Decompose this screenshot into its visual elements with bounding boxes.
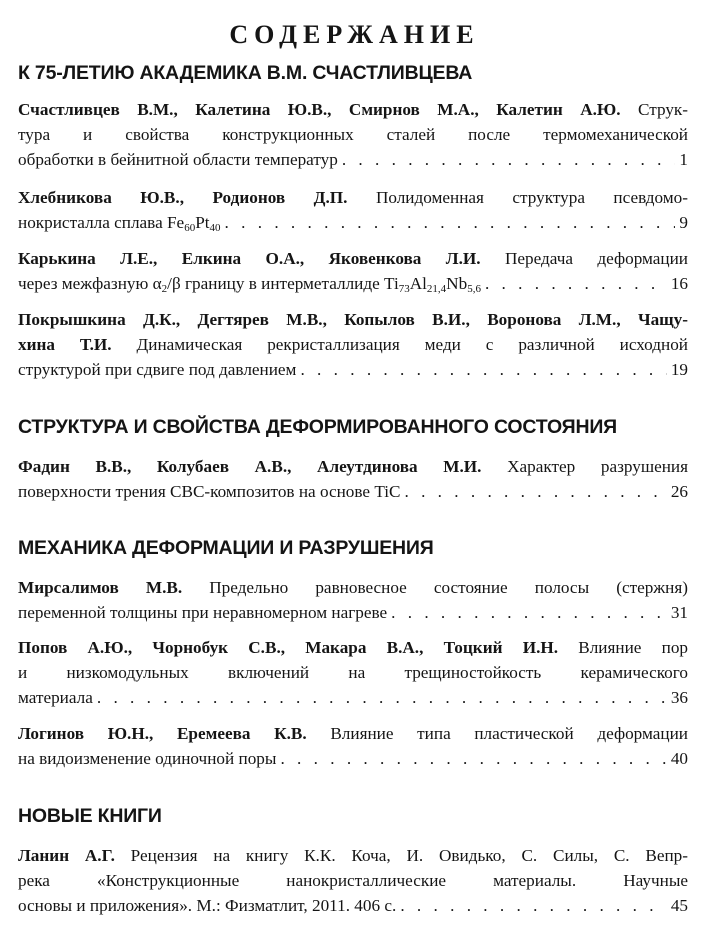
dot-leader [485,271,667,296]
entry-line [18,721,688,746]
page-title: СОДЕРЖАНИЕ [229,20,480,49]
entry-title: Влияние пор [578,638,688,657]
entry-line [18,575,688,600]
entry-line [18,454,688,479]
toc-entry[interactable] [18,635,688,710]
entry-last-line [18,479,688,504]
entry-last-line [18,357,688,382]
entry-authors: Хлебникова Ю.В., Родионов Д.П. [18,188,348,207]
page-number: 9 [679,213,688,232]
entry-last-line [18,685,688,710]
entry-line [18,843,688,868]
section-heading: К 75-ЛЕТИЮ АКАДЕМИКА В.М. СЧАСТЛИВЦЕВА [18,62,473,84]
entry-title: поверхности трения СВС-композитов на основе TiC [18,482,401,501]
entry-line [18,97,688,122]
section-heading: НОВЫЕ КНИГИ [18,805,162,827]
entry-authors: Ланин А.Г. [18,846,115,865]
entry-title: Полидоменная структура псевдомо- [375,188,688,207]
entry-title: Динамическая рекристаллизация меди с различной исходной [136,335,688,354]
entry-authors: Логинов Ю.Н., Еремеева К.В. [18,724,307,743]
entry-line: река «Конструкционные нанокристаллические материалы. Научные [18,871,688,890]
entry-last-line [18,600,688,625]
entry-authors: Фадин В.В., Колубаев А.В., Алеутдинова М.И. [18,457,482,476]
page-number: 45 [670,896,688,915]
entry-title: структурой при сдвиге под давлением [18,360,297,379]
entry-authors: Карькина Л.Е., Елкина О.А., Яковенкова Л.И. [18,249,481,268]
dot-leader [280,746,666,771]
entry-title: переменной толщины при неравномерном нагреве [18,603,388,622]
page-number: 1 [679,150,688,169]
dot-leader [97,685,667,710]
entry-title: Рецензия на книгу К.К. Коча, И. Овидько, С. Силы, С. Вепр- [130,846,688,865]
dot-leader [225,210,676,235]
toc-entry[interactable] [18,246,688,296]
dot-leader [404,479,666,504]
page-number: 36 [670,688,688,707]
toc-entry[interactable] [18,454,688,504]
entry-title: основы и приложения». М.: Физматлит, 2011. 406 с. [18,896,397,915]
toc-entry[interactable] [18,307,688,382]
entry-last-line [18,210,688,235]
entry-title: Предельно равновесное состояние полосы (стержня) [209,578,688,597]
entry-title: Передача деформации [504,249,688,268]
page-number: 40 [670,749,688,768]
toc-entry[interactable] [18,185,688,235]
entry-line [18,185,688,210]
entry-authors: Счастливцев В.М., Калетина Ю.В., Смирнов М.А., Калетин А.Ю. [18,100,621,119]
dot-leader [400,893,666,918]
entry-authors: хина Т.И. [18,335,112,354]
toc-entry[interactable] [18,575,688,625]
entry-title: обработки в бейнитной области температур [18,150,338,169]
entry-title: Влияние типа пластической деформации [330,724,688,743]
entry-line: и низкомодульных включений на трещиностойкость керамического [18,663,688,682]
entry-line: тура и свойства конструкционных сталей после термомеханической [18,125,688,144]
entry-last-line [18,746,688,771]
entry-authors: Мирсалимов М.В. [18,578,183,597]
section-heading: СТРУКТУРА И СВОЙСТВА ДЕФОРМИРОВАННОГО СОСТОЯНИЯ [18,416,617,438]
entry-title: на видоизменение одиночной поры [18,749,277,768]
dot-leader [300,357,666,382]
page-number: 16 [670,274,688,293]
page-number: 19 [670,360,688,379]
entry-last-line [18,271,688,296]
entry-authors: Покрышкина Д.К., Дегтярев М.В., Копылов В.И., Воронова Л.М., Чащу- [18,310,688,329]
dot-leader [391,600,667,625]
entry-line [18,332,688,357]
toc-entry[interactable] [18,97,688,172]
entry-title: Характер разрушения [507,457,688,476]
entry-title: через межфазную $\alpha_2/\beta$ границу в интерметаллиде $Ti_{73}Al_{21,4}Nb_{5,6}$ [18,274,481,295]
entry-title: нокристалла сплава $Fe_{60}Pt_{40}$ [18,213,221,234]
entry-title: Струк- [638,100,688,119]
entry-authors: Попов А.Ю., Чорнобук С.В., Макара В.А., Тоцкий И.Н. [18,638,559,657]
page-number: 31 [670,603,688,622]
toc-entry[interactable] [18,721,688,771]
entry-title: материала [18,688,93,707]
entry-last-line [18,893,688,918]
section-heading: МЕХАНИКА ДЕФОРМАЦИИ И РАЗРУШЕНИЯ [18,537,434,559]
dot-leader [342,147,676,172]
entry-line [18,246,688,271]
toc-entry[interactable] [18,843,688,918]
page-number: 26 [670,482,688,501]
entry-last-line [18,147,688,172]
entry-line [18,635,688,660]
